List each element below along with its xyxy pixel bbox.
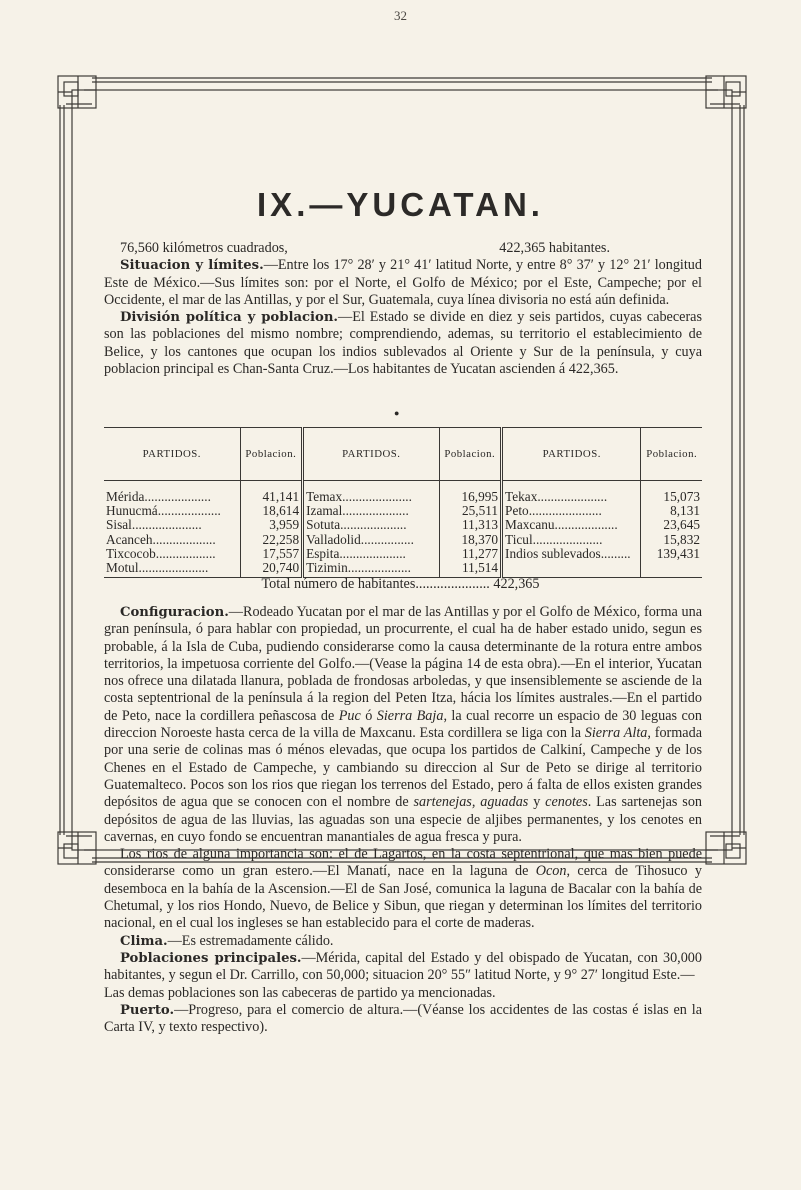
situacion-paragraph — [104, 257, 702, 309]
configuracion-italic-4: sartenejas, aguadas — [413, 794, 529, 811]
poblaciones-paragraph — [104, 950, 702, 985]
table-body — [104, 481, 702, 578]
partidos-table — [104, 427, 702, 578]
poblaciones-paragraph-2 — [104, 985, 702, 1002]
corner-ornament-bottom-left — [58, 832, 96, 864]
leader-dots: ..................... — [131, 517, 202, 533]
partido-name-cell — [104, 518, 240, 532]
configuracion-text-2: ó — [360, 707, 377, 724]
partido-name: Maxcanu — [505, 517, 555, 533]
leader-dots: ...................... — [528, 503, 602, 519]
total-label: Total número de habitantes — [261, 576, 416, 592]
partido-population: 22,258 — [240, 533, 302, 547]
partido-name-cell — [303, 481, 439, 505]
partido-name-cell — [303, 518, 439, 532]
configuracion-italic-2: Sierra Baja — [376, 707, 444, 724]
leader-dots: .................. — [155, 545, 216, 561]
clima-lead: Clima. — [120, 933, 168, 949]
partido-name-cell — [104, 547, 240, 561]
area-line — [104, 240, 702, 257]
partido-name: Mérida — [106, 489, 145, 504]
partido-name-cell — [104, 481, 240, 505]
rios-paragraph — [104, 846, 702, 932]
page-number: 32 — [394, 8, 407, 23]
header-poblacion-2: Poblacion. — [439, 428, 501, 481]
leader-dots: ................... — [157, 503, 221, 519]
table-row — [104, 481, 702, 505]
partido-name: Ticul — [505, 531, 533, 547]
situacion-text: —Entre los 17° 28′ y 21° 41′ latitud Norte, y entre 8° 37′ y 12° 21′ longitud Este de México.—Sus límites son: por el Norte, el Golfo de México; por el Este, Campeche; por el Occidente, el mar de las Antillas, y por el Sur, Guatemala, cuya línea divisoria no está aún definida. — [104, 257, 702, 308]
total-line: Total número de habitantes..................... 422,365 — [261, 576, 540, 592]
header-poblacion-3: Poblacion. — [641, 428, 702, 481]
configuracion-paragraph — [104, 604, 702, 846]
partido-population: 25,511 — [439, 504, 501, 518]
leader-dots: .................... — [342, 503, 409, 519]
total-value: 422,365 — [493, 576, 540, 592]
partido-population: 11,514 — [439, 561, 501, 578]
partido-population: 11,313 — [439, 518, 501, 532]
partido-name: Sisal — [106, 517, 132, 533]
puerto-text: —Progreso, para el comercio de altura.—(Véanse los accidentes de las costas é islas en la Carta IV, y texto respectivo). — [104, 1001, 702, 1036]
division-text: —El Estado se divide en diez y seis partidos, cuyas cabeceras son las poblaciones del mismo nombre; comprendiendo, ademas, su territorio el establecimiento de Belice, y los cantones que ocupan los indios sublevados al Oriente y Sur de la península, y cuya poblacion principal es Chan-Santa Cruz.—Los habitantes de Yucatan ascienden á 422,365. — [104, 309, 702, 378]
division-lead: División política y poblacion. — [120, 310, 339, 326]
partido-population: 16,995 — [439, 481, 501, 505]
configuracion-text-3: , la cual recorre un espacio de 30 leguas con direccion Noroeste hasta cerca de la villa de Maxcanu. Esta cordillera se liga con la — [104, 707, 702, 742]
partido-name: Sotuta — [306, 517, 341, 533]
area-km: 76,560 kilómetros cuadrados, — [120, 240, 288, 256]
header-partidos-3: PARTIDOS. — [502, 428, 641, 481]
leader-dots: ..................... — [537, 489, 608, 504]
partido-population: 23,645 — [663, 517, 700, 533]
partido-name: Espita — [306, 545, 340, 561]
table-row — [104, 518, 702, 532]
configuracion-lead: Configuracion. — [120, 605, 229, 620]
configuracion-text-1: —Rodeado Yucatan por el mar de las Antillas y por el Golfo de México, forma una gran península, ó para hablar con propiedad, un procurrente, el cual ha de haber estado unido, segun es probable, á la Isla de Cuba, pudiendo considerarse como la causa determinante de la rotura entre ambos territorios, la impetuosa corriente del Golfo.—(Vease la página 14 de esta obra).—En el interior, Yucatan nos ofrece una dilatada llanura, poblada de frondosas arboledas, y que insensiblemente se asciende de la costa septentrional de la península á la region del Peten Itza, hácia los límites australes.—En el partido de Peto, nace la cordillera peñascosa de — [104, 604, 702, 724]
leader-dots: ................... — [554, 517, 618, 533]
intro-section — [104, 240, 702, 378]
partido-name-cell — [303, 547, 439, 561]
leader-dots: .................... — [340, 517, 407, 533]
partido-population: 18,370 — [439, 533, 501, 547]
partido-name: Acanceh — [106, 531, 153, 547]
puerto-lead: Puerto. — [120, 1002, 175, 1018]
corner-ornament-bottom-right — [706, 832, 746, 864]
poblaciones-text: —Mérida, capital del Estado y del obispado de Yucatan, con 30,000 habitantes, y segun el Dr. Carrillo, con 50,000; situacion 20° 55″ latitud Norte, y 9° 27′ longitud Este.— — [104, 949, 702, 984]
partido-name: Peto — [505, 503, 529, 519]
header-poblacion-1: Poblacion. — [240, 428, 302, 481]
leader-dots: ..................... — [342, 489, 412, 504]
leader-dots: .................... — [339, 545, 406, 561]
rios-text-2: , cerca de Tihosuco y desemboca en la bahía de la Ascension.—El de San José, comunica la laguna de Bacalar con la bahía de Chetumal, y los rios Hondo, Nuevo, de Belice y Sibun, que riegan y determinan los límites del territorio nacional, en el cual los ingleses se han establecido para el corte de maderas. — [104, 863, 703, 932]
partido-name: Indios sublevados — [505, 545, 601, 561]
clima-text: —Es estremadamente cálido. — [167, 932, 334, 949]
situacion-lead: Situacion y límites. — [120, 258, 264, 274]
configuracion-text-4: , formada por una serie de colinas mas ó ménos elevadas, que ocupa los partidos de Calkiní, Campeche y de los Chenes en el Estado de Campeche, y cambiando su direccion al Sur de Peto se dirige al territorio Guatemalteco. Pocos son los rios que riegan los terrenos del Estado, pero á falta de ellos existen grandes depósitos de agua que se conocen con el nombre de — [104, 725, 702, 811]
poblaciones-text-2: Las demas poblaciones son las cabeceras de partido ya mencionadas. — [104, 984, 496, 1001]
partido-name-cell — [303, 533, 439, 547]
partido-name: Tixcocob — [106, 545, 156, 561]
table-row — [104, 504, 702, 518]
rios-text-1: Los rios de alguna importancia son: el de Lagartos, en la costa septentrional, que mas bien puede considerarse como un gran estero.—El Manatí, nace en la laguna de — [104, 846, 702, 880]
partido-population: 18,614 — [240, 504, 302, 518]
leader-dots: ..................... — [532, 531, 603, 547]
partido-name: Izamal — [306, 503, 343, 519]
page-title: IX.—YUCATAN. — [257, 186, 544, 223]
configuracion-italic-3: Sierra Alta — [584, 725, 648, 742]
partido-population: 8,131 — [670, 503, 700, 519]
table-header-row — [104, 428, 702, 481]
partido-population: 41,141 — [240, 481, 302, 505]
leader-dots: ......... — [600, 545, 631, 561]
partido-name: Tekax — [505, 489, 538, 504]
partido-name-cell — [104, 504, 240, 518]
configuracion-italic-1: Puc — [338, 707, 361, 724]
partido-name-cell — [502, 504, 641, 518]
poblaciones-lead: Poblaciones principales. — [120, 950, 302, 966]
configuracion-text-6: . Las sartenejas son depósitos de agua de las lluvias, las aguadas son una especie de aljibes permanentes, y los cenotes en cavernas, en cuyo fondo se encuentran manantiales de agua fresca y pura. — [104, 794, 703, 845]
partido-name-cell — [502, 533, 641, 547]
corner-ornament-top-left — [58, 76, 96, 108]
partido-population: 139,431 — [656, 545, 700, 561]
partido-population: 11,277 — [439, 547, 501, 561]
partido-population: 3,959 — [240, 518, 302, 532]
configuracion-italic-5: cenotes — [545, 794, 588, 811]
partido-name-cell — [502, 518, 641, 532]
bullet-mark: ● — [394, 408, 400, 418]
partido-name: Temax — [306, 489, 343, 504]
corner-ornament-top-right — [706, 76, 746, 108]
header-partidos-2: PARTIDOS. — [303, 428, 439, 481]
partido-name-cell — [104, 533, 240, 547]
area-inhabitants: 422,365 habitantes. — [499, 240, 610, 256]
partido-population: 15,832 — [663, 531, 700, 547]
table-row — [104, 547, 702, 561]
partido-name: Tizimin — [306, 560, 348, 576]
partido-name-cell — [502, 547, 641, 561]
partido-population: 20,740 — [240, 561, 302, 578]
partido-population: 17,557 — [240, 547, 302, 561]
partido-name-cell — [303, 504, 439, 518]
leader-dots: ................... — [152, 531, 216, 547]
leader-dots: ..................... — [138, 560, 209, 576]
puerto-paragraph — [104, 1002, 702, 1037]
division-paragraph — [104, 309, 702, 378]
partido-name: Valladolid — [306, 531, 361, 547]
table-row — [104, 533, 702, 547]
header-partidos-1: PARTIDOS. — [104, 428, 240, 481]
leader-dots: ................ — [360, 531, 414, 547]
partido-name-cell — [502, 481, 641, 505]
partido-name: Hunucmá — [106, 503, 158, 519]
partido-population: 15,073 — [663, 489, 700, 504]
configuracion-text-5: y — [528, 794, 546, 811]
body-section — [104, 604, 702, 1036]
clima-paragraph — [104, 933, 702, 950]
leader-dots: .................... — [144, 489, 211, 504]
partido-name: Motul — [106, 560, 139, 576]
rios-italic-1: Ocon — [535, 863, 567, 880]
leader-dots: ................... — [347, 560, 411, 576]
